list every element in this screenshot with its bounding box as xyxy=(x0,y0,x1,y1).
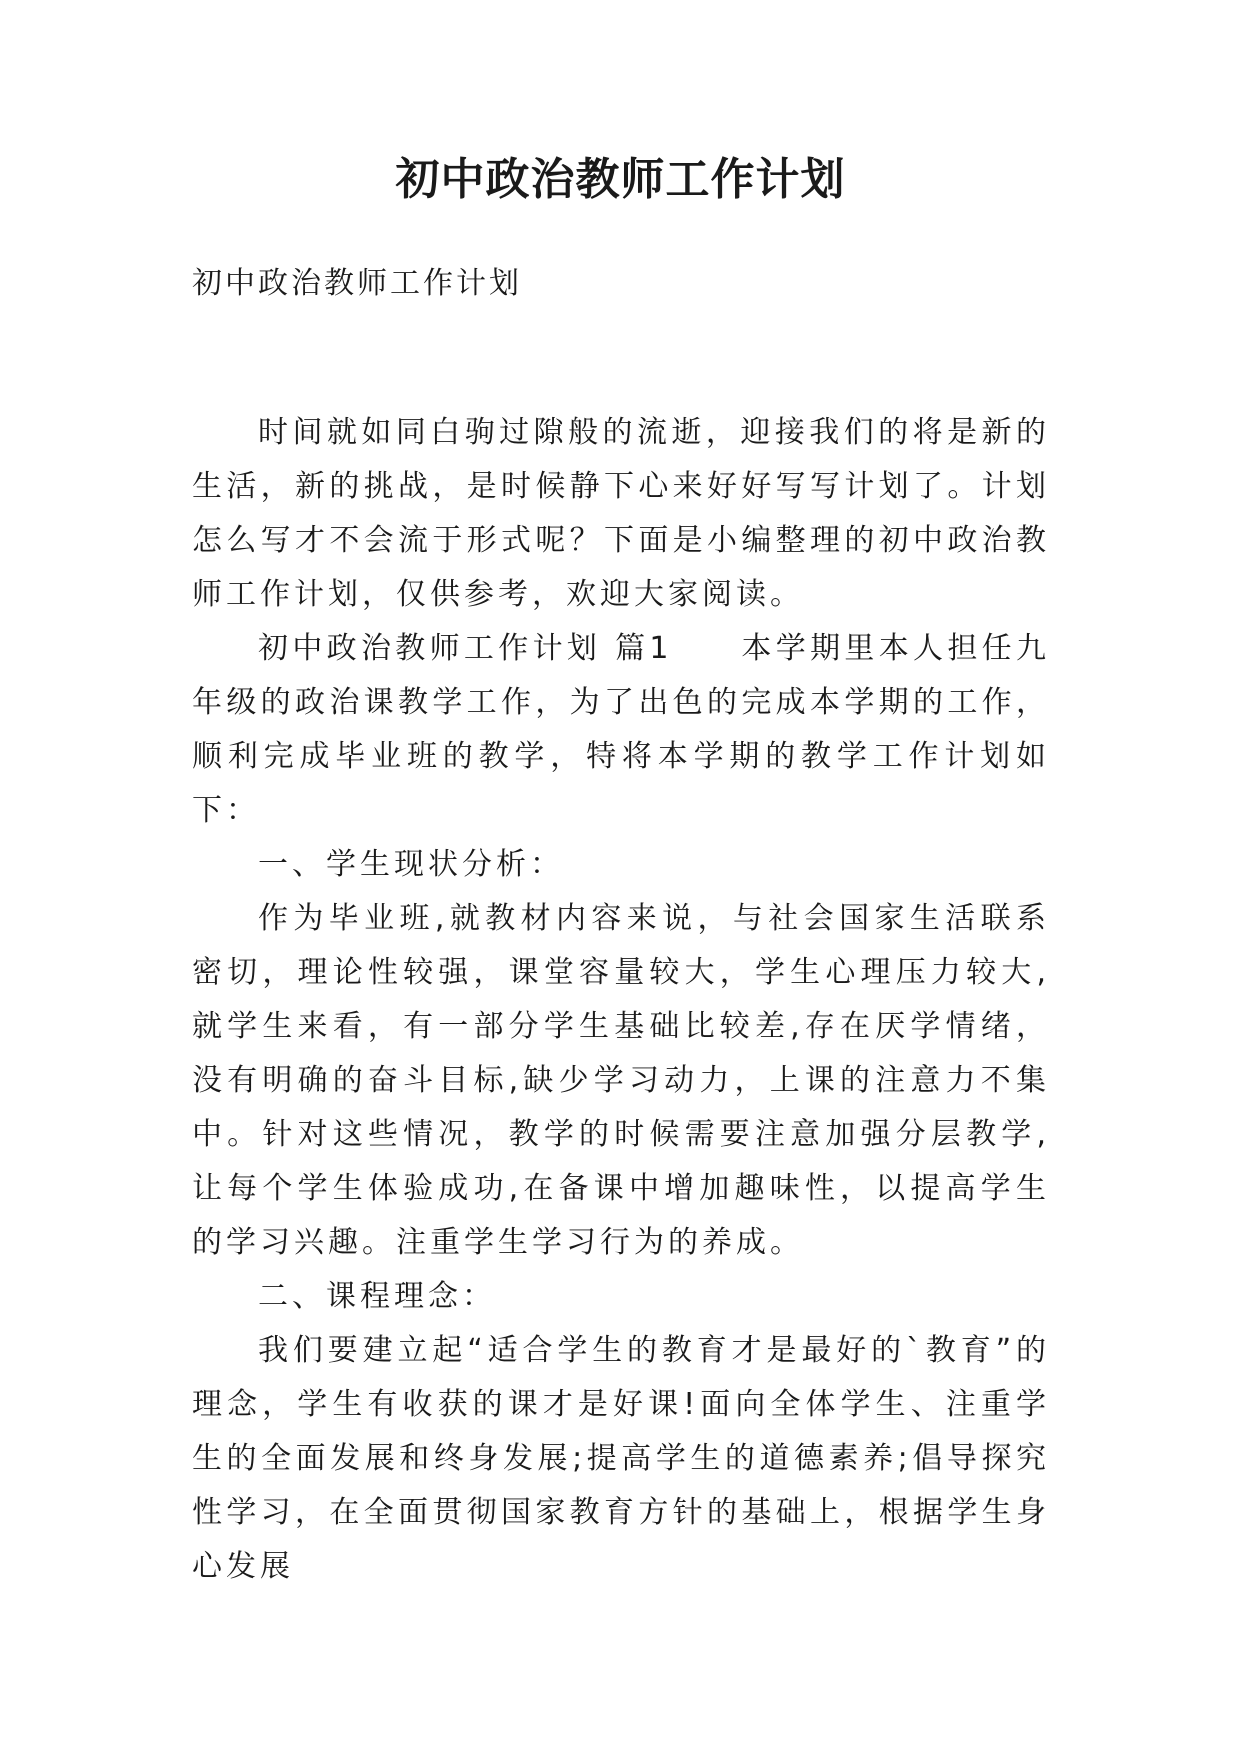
paragraph-course-concept: 我们要建立起“适合学生的教育才是最好的`教育”的理念，学生有收获的课才是好课!面向全体学生、注重学生的全面发展和终身发展;提高学生的道德素养;倡导探究性学习，在全面贯彻国家教育方针的基础上，根据学生身心发展 xyxy=(192,1333,1050,1584)
paragraph-student-analysis: 作为毕业班,就教材内容来说，与社会国家生活联系密切，理论性较强，课堂容量较大，学生心理压力较大,就学生来看，有一部分学生基础比较差,存在厌学情绪，没有明确的奋斗目标,缺少学习动力，上课的注意力不集中。针对这些情况，教学的时候需要注意加强分层教学,让每个学生体验成功,在备课中增加趣味性，以提高学生的学习兴趣。注重学生学习行为的养成。 xyxy=(192,901,1050,1260)
paragraph-intro: 时间就如同白驹过隙般的流逝，迎接我们的将是新的生活，新的挑战，是时候静下心来好好写写计划了。计划怎么写才不会流于形式呢？下面是小编整理的初中政治教师工作计划，仅供参考，欢迎大家阅读。 xyxy=(192,415,1050,612)
section-heading-course-concept: 二、课程理念： xyxy=(258,1279,496,1314)
document-subtitle: 初中政治教师工作计划 xyxy=(192,266,522,301)
paragraph-plan-heading: 初中政治教师工作计划 篇1 本学期里本人担任九年级的政治课教学工作，为了出色的完成本学期的工作，顺利完成毕业班的教学，特将本学期的教学工作计划如下： xyxy=(192,631,1050,828)
document-body xyxy=(192,406,1050,1594)
section-heading-student-analysis: 一、学生现状分析： xyxy=(258,847,564,882)
document-title: 初中政治教师工作计划 xyxy=(395,154,846,205)
